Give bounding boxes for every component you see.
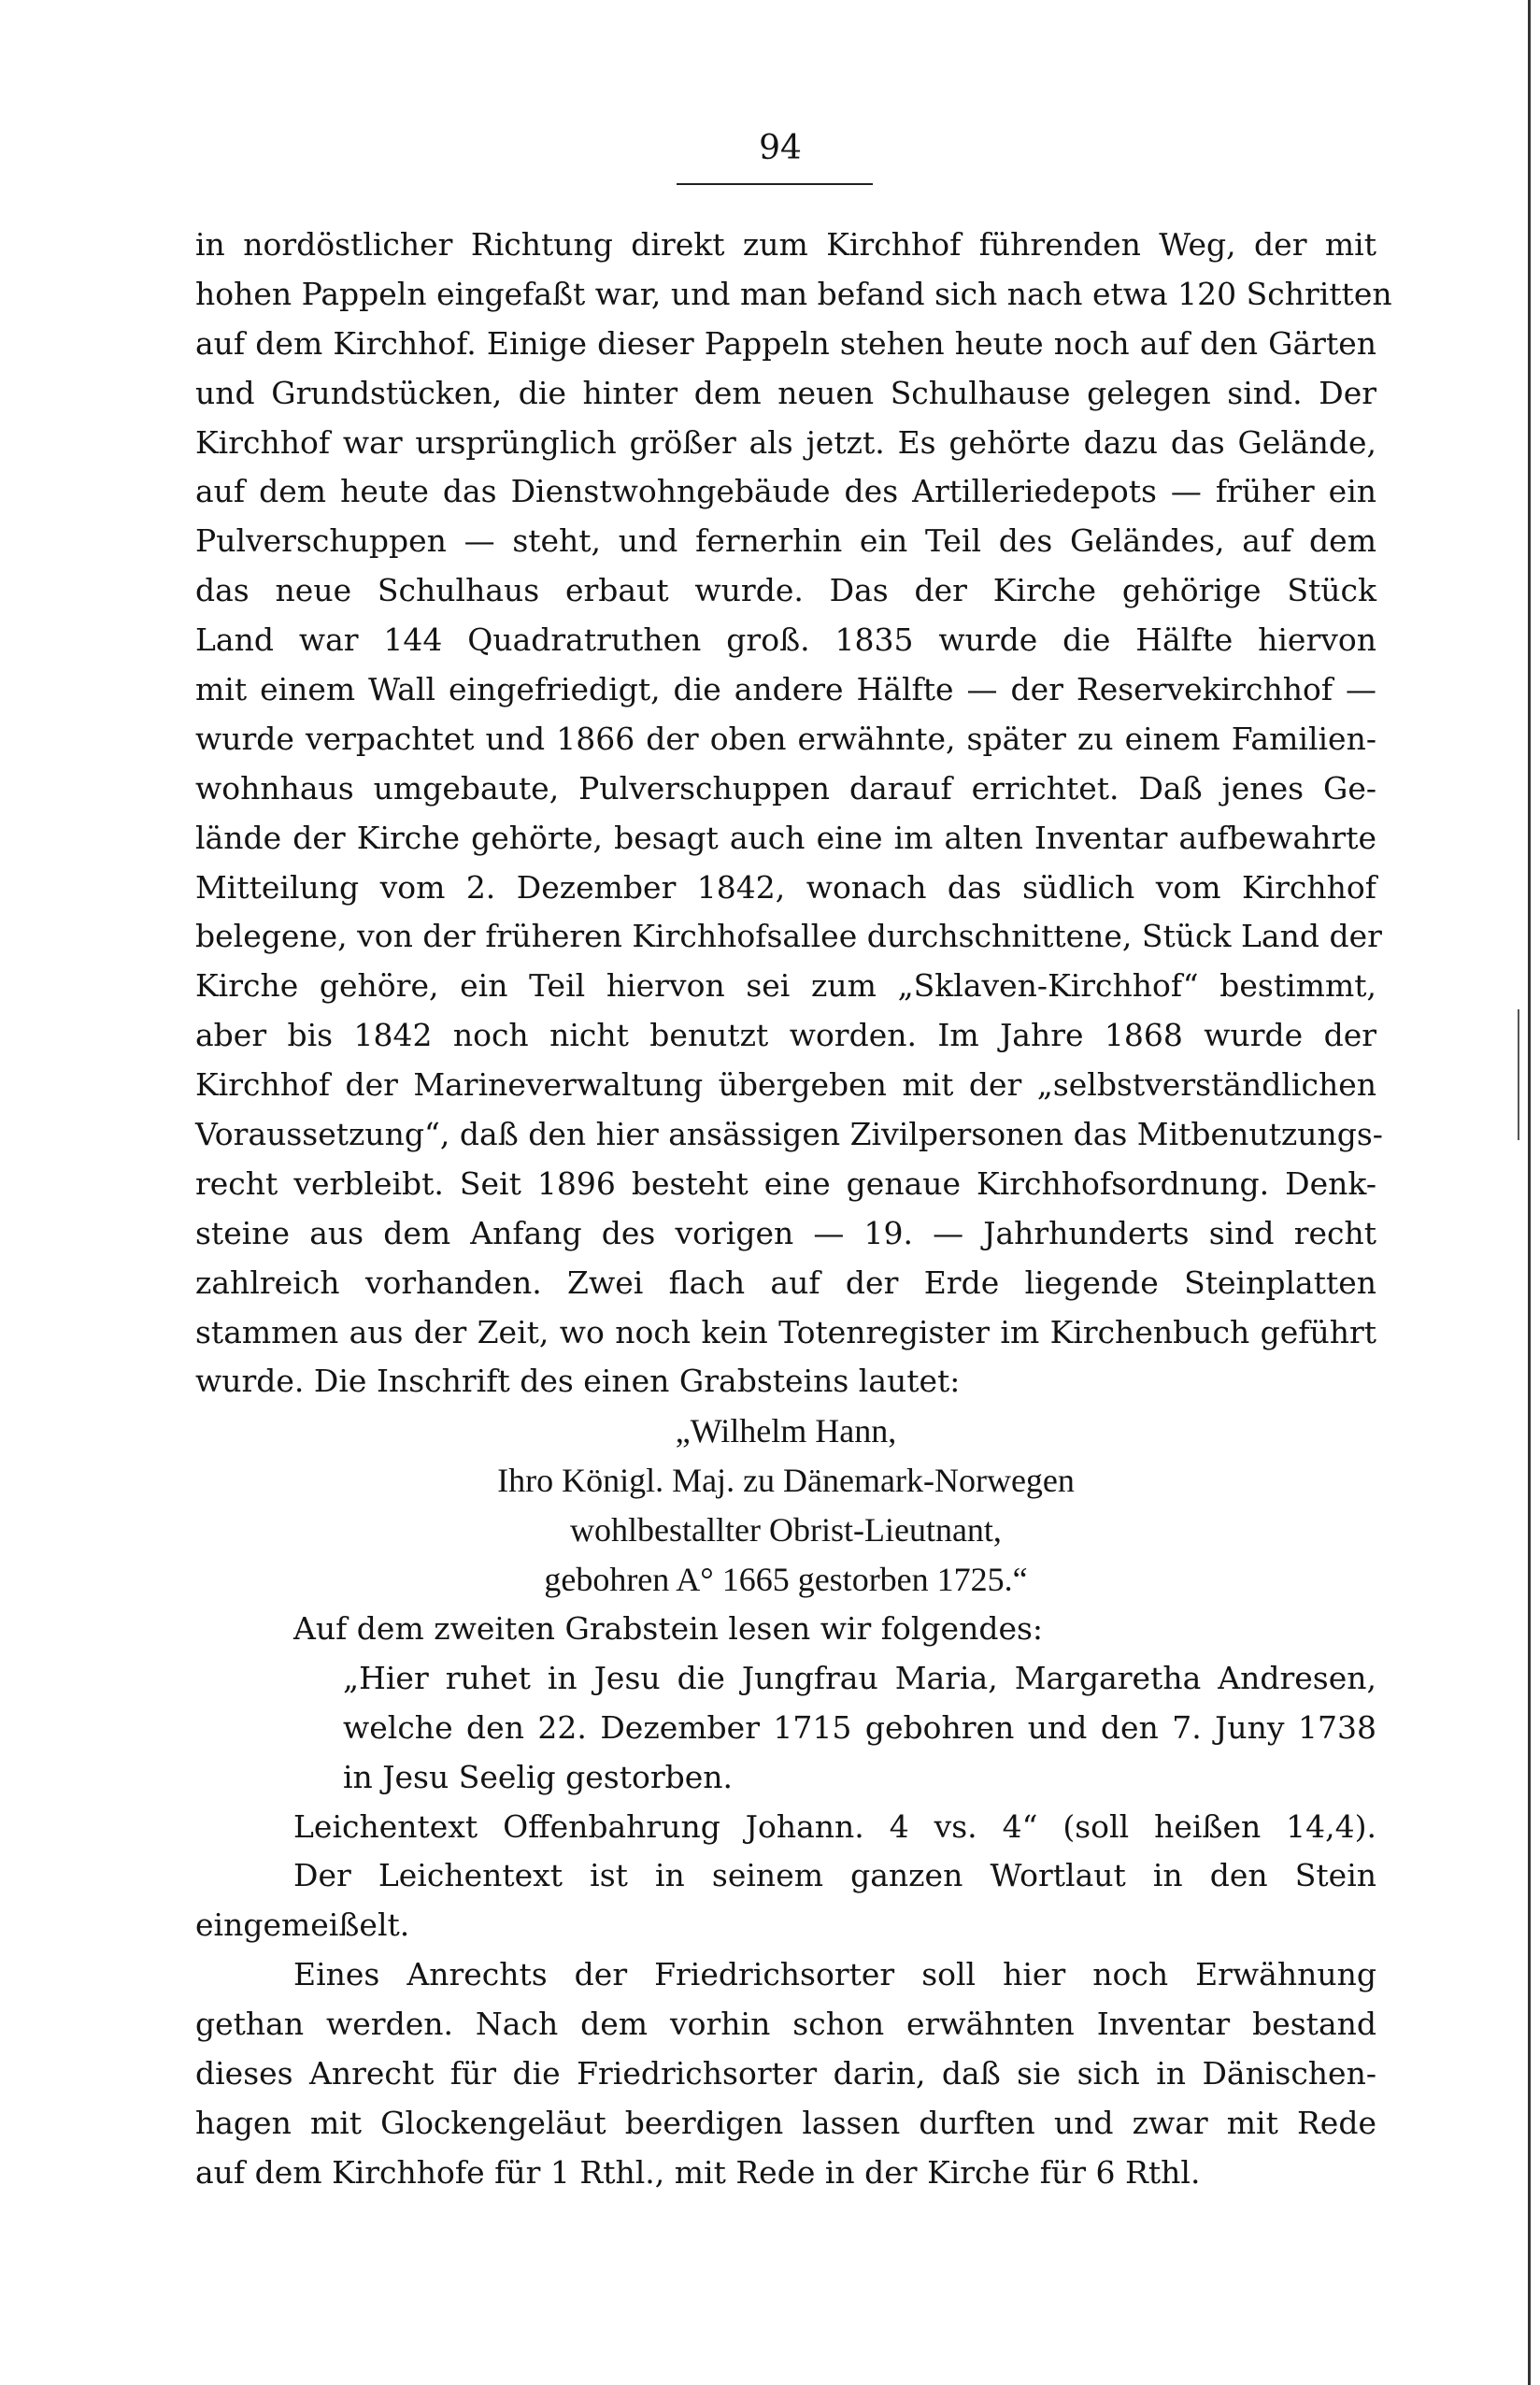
text-line: wurde verpachtet und 1866 der oben erwähnte, später zu einem Familien-	[195, 720, 1376, 757]
text-line: Der Leichentext ist in seinem ganzen Wortlaut in den Stein	[293, 1857, 1376, 1894]
text-line: Auf dem zweiten Grabstein lesen wir folgendes:	[293, 1609, 1044, 1647]
text-line: eingemeißelt.	[195, 1907, 410, 1944]
text-line: in nordöstlicher Richtung direkt zum Kirchhof führenden Weg, der mit	[195, 226, 1376, 263]
text-line: steine aus dem Anfang des vorigen — 19. — Jahrhunderts sind recht	[195, 1214, 1376, 1251]
text-line: stammen aus der Zeit, wo noch kein Totenregister im Kirchenbuch geführt	[195, 1313, 1376, 1350]
inscription-line: in Jesu Seelig gestorben.	[343, 1758, 734, 1795]
text-line: hagen mit Glockengeläut beerdigen lassen durften und zwar mit Rede	[195, 2104, 1376, 2141]
inscription-line: wohlbestallter Obrist-Lieutnant,	[570, 1511, 1002, 1550]
text-line: Voraussetzung“, daß den hier ansässigen Zivilpersonen das Mitbenutzungs-	[195, 1116, 1383, 1153]
text-line: auf dem heute das Dienstwohngebäude des Artilleriedepots — früher ein	[195, 473, 1376, 510]
inscription-line: „Wilhelm Hann,	[675, 1412, 897, 1450]
text-line: zahlreich vorhanden. Zwei flach auf der Erde liegende Steinplatten	[195, 1264, 1376, 1301]
scan-border	[1528, 0, 1531, 2385]
page-number: 94	[759, 129, 802, 167]
text-line: auf dem Kirchhof. Einige dieser Pappeln stehen heute noch auf den Gärten	[195, 324, 1376, 362]
inscription-line: welche den 22. Dezember 1715 gebohren und den 7. Juny 1738	[343, 1708, 1376, 1746]
text-line: mit einem Wall eingefriedigt, die andere Hälfte — der Reservekirchhof —	[195, 671, 1376, 708]
text-line: lände der Kirche gehörte, besagt auch eine im alten Inventar aufbewahrte	[195, 819, 1376, 856]
text-line: Eines Anrechts der Friedrichsorter soll hier noch Erwähnung	[293, 1956, 1376, 1993]
page-number-rule	[677, 183, 873, 185]
text-line: aber bis 1842 noch nicht benutzt worden. Im Jahre 1868 wurde der	[195, 1017, 1376, 1054]
text-line: Land war 144 Quadratruthen groß. 1835 wurde die Hälfte hiervon	[195, 621, 1376, 659]
text-line: Kirchhof der Marineverwaltung übergeben mit der „selbstverständlichen	[195, 1066, 1376, 1104]
text-line: recht verbleibt. Seit 1896 besteht eine genaue Kirchhofsordnung. Denk-	[195, 1164, 1376, 1202]
text-line: belegene, von der früheren Kirchhofsallee durchschnittene, Stück Land der	[195, 918, 1382, 955]
text-line: das neue Schulhaus erbaut wurde. Das der Kirche gehörige Stück	[195, 572, 1376, 609]
text-line: und Grundstücken, die hinter dem neuen Schulhause gelegen sind. Der	[195, 374, 1376, 411]
scan-mark	[1518, 1009, 1519, 1140]
text-line: Leichentext Offenbahrung Johann. 4 vs. 4“ (soll heißen 14,4).	[293, 1807, 1376, 1845]
text-line: Kirchhof war ursprünglich größer als jetzt. Es gehörte dazu das Gelände,	[195, 423, 1376, 461]
text-line: Kirche gehöre, ein Teil hiervon sei zum „Sklaven-Kirchhof“ bestimmt,	[195, 967, 1376, 1005]
text-line: Mitteilung vom 2. Dezember 1842, wonach das südlich vom Kirchhof	[195, 868, 1376, 906]
text-line: gethan werden. Nach dem vorhin schon erwähnten Inventar bestand	[195, 2006, 1376, 2043]
text-line: Pulverschuppen — steht, und fernerhin ein Teil des Geländes, auf dem	[195, 522, 1376, 560]
text-line: auf dem Kirchhofe für 1 Rthl., mit Rede in der Kirche für 6 Rthl.	[195, 2153, 1201, 2191]
inscription-line: „Hier ruhet in Jesu die Jungfrau Maria, Margaretha Andresen,	[343, 1659, 1376, 1696]
text-line: wohnhaus umgebaute, Pulverschuppen darauf errichtet. Daß jenes Ge-	[195, 769, 1376, 807]
text-line: hohen Pappeln eingefaßt war, und man befand sich nach etwa 120 Schritten	[195, 275, 1392, 312]
text-line: dieses Anrecht für die Friedrichsorter darin, daß sie sich in Dänischen-	[195, 2054, 1376, 2092]
text-line: wurde. Die Inschrift des einen Grabsteins lautet:	[195, 1363, 961, 1400]
inscription-line: Ihro Königl. Maj. zu Dänemark-Norwegen	[497, 1462, 1075, 1500]
inscription-line: gebohren A° 1665 gestorben 1725.“	[544, 1561, 1028, 1599]
page-body	[195, 221, 1392, 2198]
